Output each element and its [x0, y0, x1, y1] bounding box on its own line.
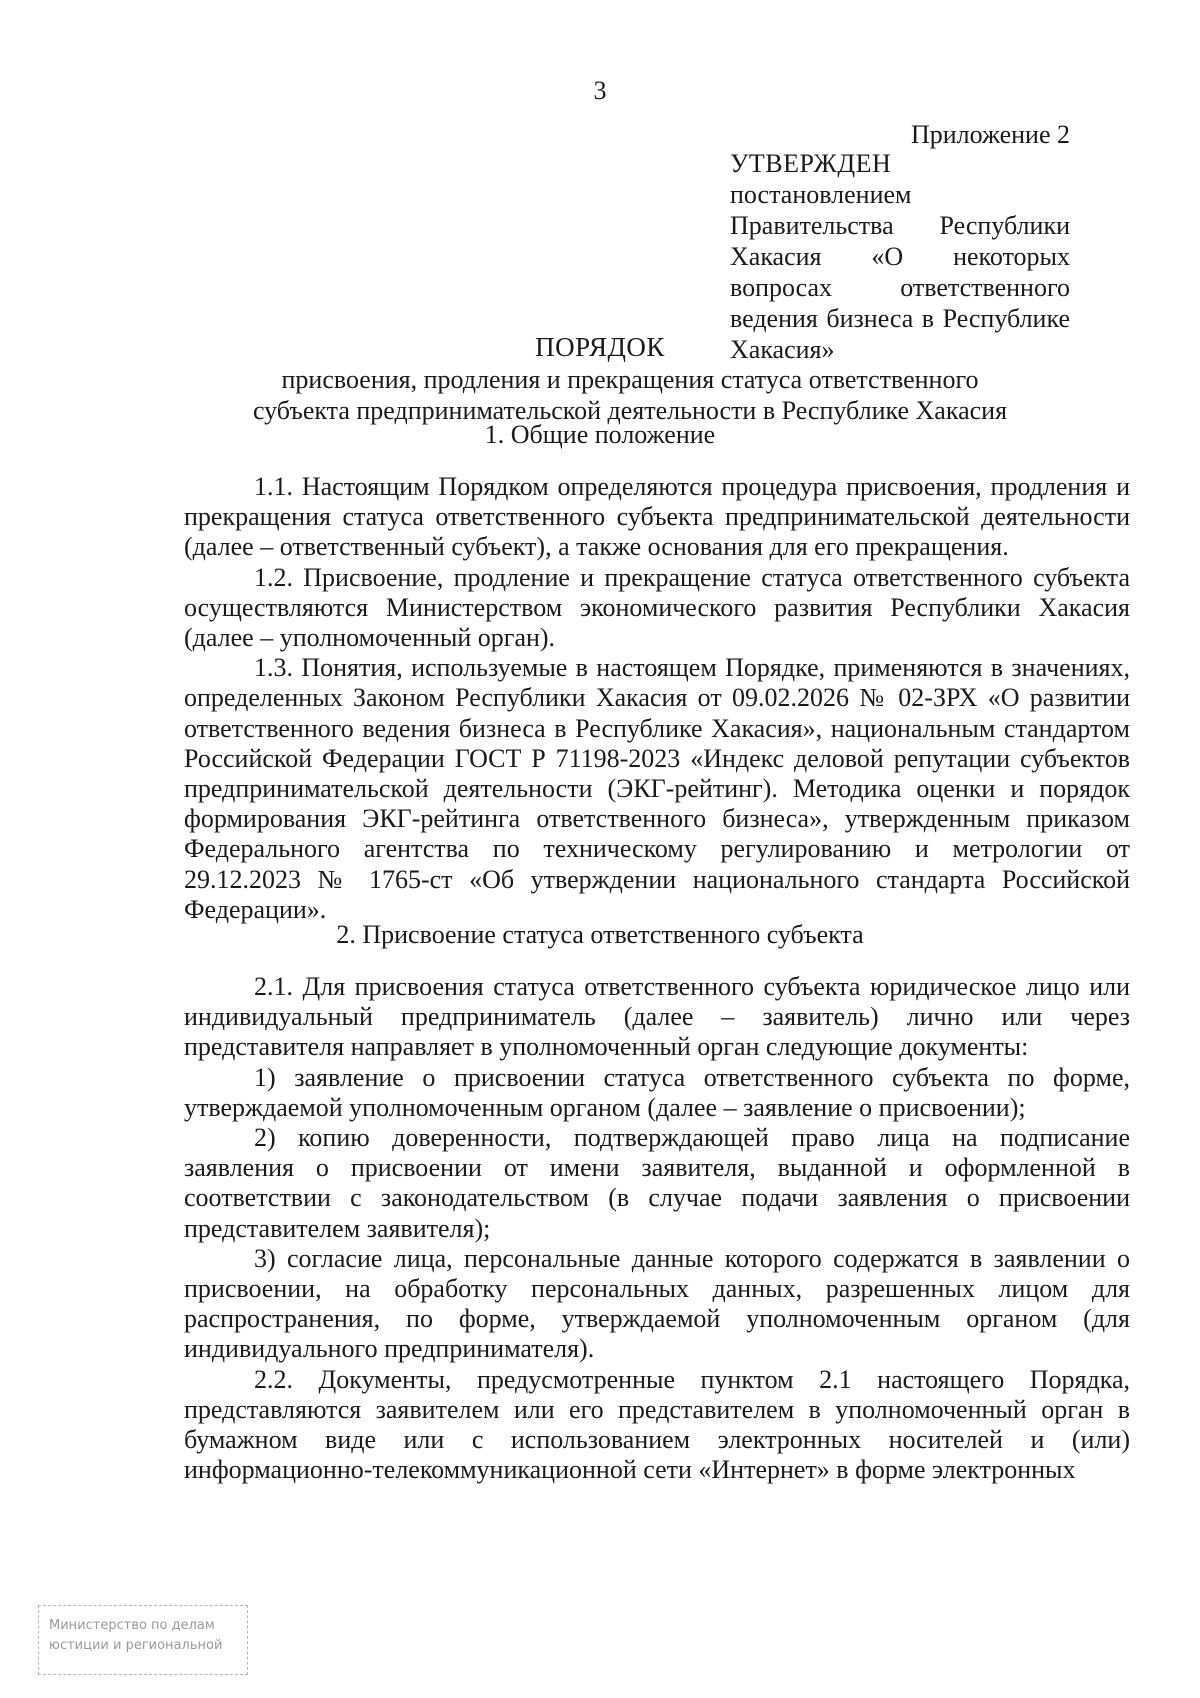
document-subtitle: присвоения, продления и прекращения статуса ответственного субъекта предпринимательской деятельности в Республике Хакасия — [252, 365, 1008, 425]
list-item-3: 3) согласие лица, персональные данные которого содержатся в заявлении о присвоении, на обработку персональных данных, разрешенных лицом для распространения, по форме, утверждаемой уполномоченным органом (для индивидуального предпринимателя). — [184, 1243, 1130, 1364]
document-title: ПОРЯДОК — [535, 332, 665, 362]
approval-heading: УТВЕРЖДЕН — [730, 149, 892, 178]
section-1-heading: 1. Общие положение — [484, 420, 716, 449]
section-2-heading: 2. Присвоение статуса ответственного субъекта — [336, 920, 864, 949]
paragraph-2-1: 2.1. Для присвоения статуса ответственного субъекта юридическое лицо или индивидуальный предприниматель (далее – заявитель) лично или через представителя направляет в уполномоченный орган следующие документы: — [184, 972, 1130, 1062]
registration-stamp — [38, 1605, 248, 1675]
list-item-1: 1) заявление о присвоении статуса ответственного субъекта по форме, утверждаемой уполномоченным органом (далее – заявление о присвоении); — [184, 1062, 1130, 1122]
section-1-body — [184, 472, 1130, 925]
paragraph-2-2: 2.2. Документы, предусмотренные пунктом 2.1 настоящего Порядка, представляются заявителем или его представителем в уполномоченный орган в бумажном виде или с использованием электронных носителей и (или) информационно-телекоммуникационной сети «Интернет» в форме электронных — [184, 1364, 1130, 1485]
page-number: 3 — [593, 76, 607, 105]
appendix-label: Приложение 2 — [910, 120, 1070, 149]
stamp-line-1: Министерство по делам — [49, 1618, 215, 1633]
paragraph-1-1: 1.1. Настоящим Порядком определяются процедура присвоения, продления и прекращения статуса ответственного субъекта предпринимательской деятельности (далее – ответственный субъект), а также основания для его прекращения. — [184, 472, 1130, 562]
approval-text: постановлением Правительства Республики Хакасия «О некоторых вопросах ответственного ведения бизнеса в Республике Хакасия» — [730, 180, 1070, 364]
paragraph-1-3: 1.3. Понятия, используемые в настоящем Порядке, применяются в значениях, определенных Законом Республики Хакасия от 09.02.2026 № 02-ЗРХ «О развитии ответственного ведения бизнеса в Республике Хакасия», национальным стандартом Российской Федерации ГОСТ Р 71198-2023 «Индекс деловой репутации субъектов предпринимательской деятельности (ЭКГ-рейтинг). Методика оценки и порядок формирования ЭКГ-рейтинга ответственного бизнеса», утвержденным приказом Федерального агентства по техническому регулированию и метрологии от 29.12.2023 № 1765-ст «Об утверждении национального стандарта Российской Федерации». — [184, 653, 1130, 924]
section-2-body — [184, 972, 1130, 1485]
paragraph-1-2: 1.2. Присвоение, продление и прекращение статуса ответственного субъекта осуществляются Министерством экономического развития Республики Хакасия (далее – уполномоченный орган). — [184, 562, 1130, 653]
stamp-line-2: юстиции и региональной — [49, 1638, 223, 1653]
list-item-2: 2) копию доверенности, подтверждающей право лица на подписание заявления о присвоении от имени заявителя, выданной и оформленной в соответствии с законодательством (в случае подачи заявления о присвоении представителем заявителя); — [184, 1123, 1130, 1243]
